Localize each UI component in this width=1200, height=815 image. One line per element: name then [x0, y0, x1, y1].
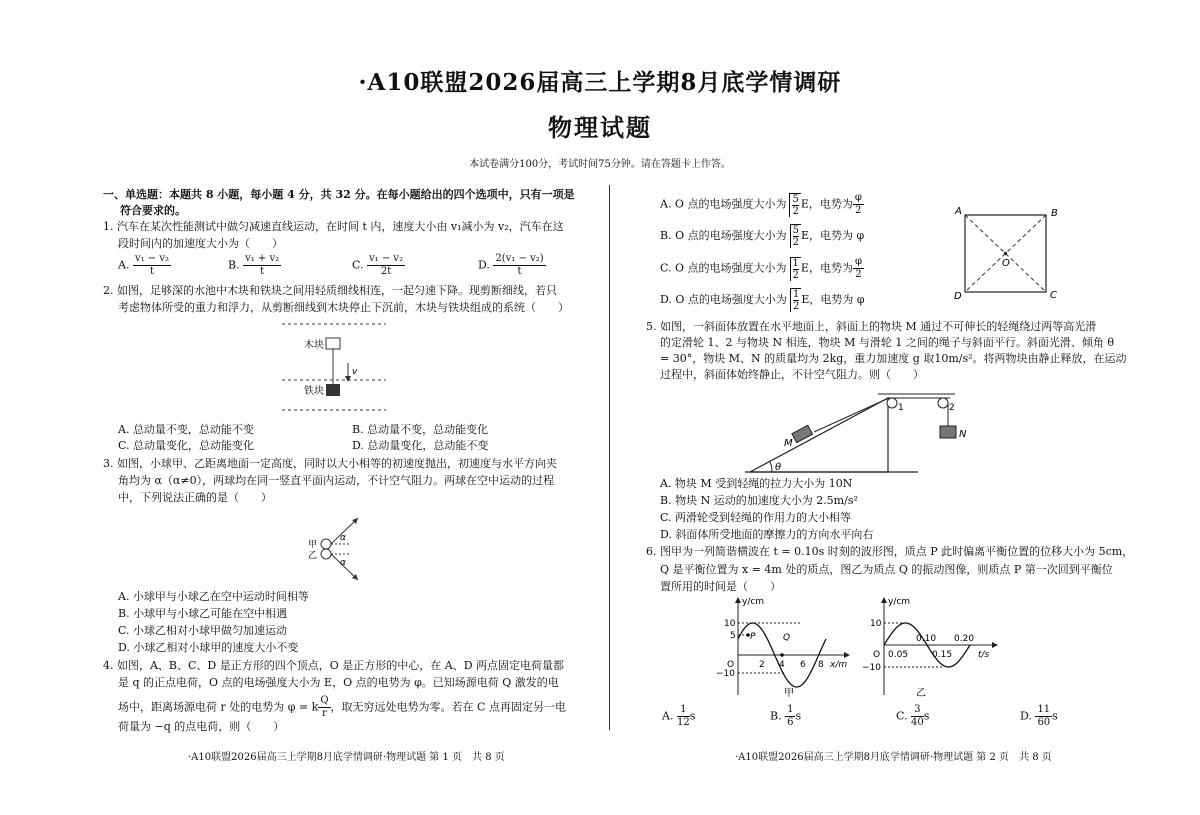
q5-option-c: C. 两滑轮受到轻绳的作用力的大小相等 [660, 511, 852, 524]
column-divider [609, 185, 610, 730]
rope-incline [814, 398, 889, 432]
q6-stem: 6. 图甲为一列简谐横波在 t = 0.10s 时刻的波形图，质点 P 此时偏离平衡位置的位移大小为 5cm， [646, 545, 1134, 558]
section-heading: 一、单选题：本题共 8 小题，每小题 4 分，共 32 分。在每小题给出的四个选项中，只有一项是 [103, 188, 575, 201]
q5-option-a: A. 物块 M 受到轻绳的拉力大小为 10N [660, 477, 853, 490]
center-o: O [1002, 258, 1010, 269]
caption-jia: 甲 [784, 688, 794, 699]
iron-block [326, 384, 340, 396]
point-q [780, 653, 784, 657]
exam-note: 本试卷满分100分，考试时间75分钟。请在答题卡上作答。 [469, 159, 731, 170]
q2-figure [280, 318, 390, 418]
ytick-neg10: −10 [862, 663, 881, 673]
vertex-a: A [955, 206, 962, 217]
q5-stem: 5. 如图，一斜面体放置在水平地面上，斜面上的物块 M 通过不可伸长的轻绳绕过两等高光滑 [646, 320, 1097, 333]
label-n: N [959, 429, 967, 440]
ttick-0.10: 0.10 [916, 634, 937, 644]
footer-left: ·A10联盟2026届高三上学期8月底学情调研·物理试题 第 1 页 共 8 页 [188, 752, 505, 763]
q5-figure-incline [740, 388, 980, 476]
t-label: t/s [978, 650, 990, 660]
t-axis-arrow [992, 642, 998, 648]
q6-stem-cont2: 置所用的时间是（ ） [660, 580, 781, 593]
x-axis-arrow [844, 652, 850, 658]
q5-stem-cont: 的定滑轮 1、2 与物块 N 相连，物块 M 与滑轮 1 之间的绳子与斜面平行。斜面光滑、倾角 θ [660, 336, 1114, 349]
q1-option-c: C. $\frac{\text{v₁ − v₂}}{2t}$ [352, 253, 404, 277]
theta-arc [770, 462, 772, 472]
q1-option-b: B. $\frac{\text{v₁ + v₂}}{t}$ [228, 253, 280, 277]
q2-option-d: D. 总动量变化，总动能不变 [352, 439, 489, 452]
q4-option-a: A. O 点的电场强度大小为 $\frac{5}{2}E$，电势为 $\frac{\varphi}{2}$ [660, 192, 862, 217]
wood-label: 木块 [304, 340, 324, 351]
xtick-2: 2 [759, 660, 765, 670]
ttick-0.20: 0.20 [954, 634, 975, 644]
y-label: y/cm [888, 597, 911, 607]
y-axis-arrow [881, 597, 887, 603]
q3-figure [300, 508, 380, 588]
q4-stem: 4. 如图，A、B、C、D 是正方形的四个顶点，O 是正方形的中心，在 A、D 两点固定电荷量都 [103, 659, 565, 672]
block-n [940, 426, 956, 438]
q4-option-b: B. O 点的电场强度大小为 $\frac{5}{2}E$，电势为 φ [660, 225, 865, 248]
iron-label: 铁块 [304, 386, 324, 397]
q3-stem-cont2: 中，下列说法正确的是（ ） [118, 491, 272, 504]
q1-option-a: A. $\frac{\text{v₁ − v₂}}{t}$ [118, 253, 170, 277]
pulley-2 [938, 398, 948, 408]
q6-stem-cont: Q 是平衡位置为 x = 4m 处的质点，图乙为质点 Q 的振动图像，则质点 P 第一次回到平衡位 [660, 563, 1113, 576]
q3-stem: 3. 如图，小球甲、乙距离地面一定高度，同时以大小相等的初速度抛出，初速度与水平方向夹 [103, 457, 557, 470]
label-jia: 甲 [308, 540, 318, 550]
q4-option-c: C. O 点的电场强度大小为 $\frac{1}{2}E$，电势为 $\frac{\varphi}{2}$ [660, 256, 862, 281]
q4-stem-cont: 是 q 的正点电荷，O 点的电场强度大小为 E，O 点的电势为 φ。已知场源电荷 Q 激发的电 [118, 676, 559, 689]
label-m: M [784, 438, 793, 449]
y-axis-arrow [735, 597, 741, 603]
ttick-0.05: 0.05 [888, 650, 909, 660]
wood-block [326, 338, 340, 349]
ttick-0.15: 0.15 [932, 650, 953, 660]
q1-option-d: D. $\frac{\text{2(v₁ − v₂)}}{t}$ [478, 253, 544, 277]
q1-stem: 1. 汽车在某次性能测试中做匀减速直线运动，在时间 t 内，速度大小由 v₁减小为 v₂，汽车在这 [103, 220, 564, 233]
q4-stem-cont2: 场中，距离场源电荷 r 处的电势为 φ = k $\frac{Q}{r}$ ，取无穷远处电势为零。若在 C 点再固定另一电 [118, 695, 566, 719]
footer-right: ·A10联盟2026届高三上学期8月底学情调研·物理试题 第 2 页 共 8 页 [735, 752, 1052, 763]
q1-stem-cont: 段时间内的加速度大小为（ ） [118, 237, 283, 250]
q3-option-c: C. 小球乙相对小球甲做匀加速运动 [118, 624, 288, 637]
q6-option-c: C. $\frac{3}{40}$ s [896, 704, 930, 728]
q6-option-b: B. $\frac{1}{6}$ s [770, 704, 802, 728]
alpha-bottom: α [340, 558, 346, 568]
pulley-1 [887, 398, 897, 408]
x-label: x/m [830, 660, 848, 670]
q6-option-d: D. $\frac{11}{60}$ s [1020, 704, 1058, 728]
velocity-label: v [352, 367, 358, 377]
q2-option-b: B. 总动量不变，总动能变化 [352, 423, 489, 436]
section-heading-cont: 符合要求的。 [120, 204, 186, 217]
q2-stem-cont: 考虑物体所受的重力和浮力，从剪断细线到木块停止下沉前，木块与铁块组成的系统（ ） [118, 301, 569, 314]
label-pulley-2: 2 [949, 403, 955, 413]
q2-option-c: C. 总动量变化，总动能变化 [118, 439, 255, 452]
center-point [1004, 252, 1007, 255]
label-pulley-1: 1 [898, 403, 904, 413]
alpha-top: α [340, 533, 346, 543]
xtick-8: 8 [818, 660, 824, 670]
q3-stem-cont: 角均为 α（α≠0），两球均在同一竖直平面内运动，不计空气阻力。两球在空中运动的过程 [118, 474, 555, 487]
vertex-b: B [1051, 208, 1058, 219]
origin-label: O [873, 650, 881, 660]
q6-graph-yi [858, 595, 998, 703]
caption-yi: 乙 [916, 688, 926, 699]
xtick-4: 4 [779, 660, 785, 670]
xtick-6: 6 [800, 660, 806, 670]
q6-option-a: A. $\frac{1}{12}$ s [662, 704, 696, 728]
q3-option-d: D. 小球乙相对小球甲的速度大小不变 [118, 641, 299, 654]
ball-jia [321, 539, 331, 549]
y-label: y/cm [742, 597, 765, 607]
ytick-10: 10 [724, 619, 736, 629]
q3-option-b: B. 小球甲与小球乙可能在空中相遇 [118, 607, 288, 620]
label-p: P [750, 632, 756, 642]
ytick-neg10: −10 [716, 669, 735, 679]
vertex-d: D [954, 291, 962, 302]
q2-option-a: A. 总动量不变，总动能不变 [118, 423, 254, 436]
origin-label: O [727, 660, 735, 670]
label-q: Q [783, 633, 791, 643]
ytick-10: 10 [870, 619, 882, 629]
exam-subtitle: 物理试题 [548, 113, 652, 142]
ball-yi [321, 549, 331, 559]
vertex-c: C [1050, 290, 1057, 301]
q4-stem-cont3: 荷量为 −q 的点电荷，则（ ） [118, 720, 285, 733]
q5-stem-cont2: = 30°，物块 M、N 的质量均为 2kg，重力加速度 g 取10m/s²。将两物块由静止释放，在运动 [660, 352, 1127, 365]
q5-option-d: D. 斜面体所受地面的摩擦力的方向水平向右 [660, 528, 874, 541]
label-theta: θ [775, 462, 782, 473]
q3-option-a: A. 小球甲与小球乙在空中运动时间相等 [118, 590, 309, 603]
incline [750, 398, 888, 472]
q2-stem: 2. 如图，足够深的水池中木块和铁块之间用轻质细线相连，一起匀速下降。现剪断细线，若只 [103, 284, 557, 297]
ytick-5: 5 [730, 631, 736, 641]
q6-graph-jia [712, 595, 850, 703]
q5-stem-cont3: 过程中，斜面体始终静止，不计空气阻力。则（ ） [660, 368, 924, 381]
label-yi: 乙 [308, 551, 318, 561]
exam-title: ·A10联盟2026届高三上学期8月底学情调研 [358, 69, 842, 96]
q4-figure-square [948, 202, 1068, 302]
q4-option-d: D. O 点的电场强度大小为 $\frac{1}{2}E$，电势为 φ [660, 289, 865, 312]
velocity-arrowhead [345, 376, 351, 382]
q5-option-b: B. 物块 N 运动的加速度大小为 2.5m/s² [660, 494, 858, 507]
